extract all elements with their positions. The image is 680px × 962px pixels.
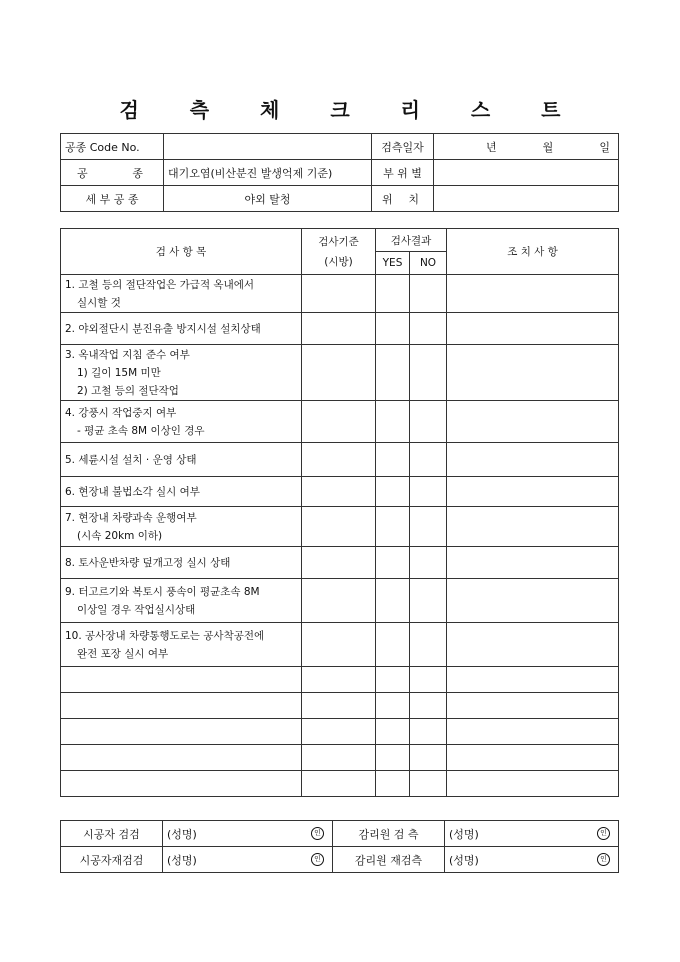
action-cell[interactable] [447,547,619,579]
no-cell[interactable] [410,275,447,313]
yes-cell[interactable] [376,693,410,719]
yes-cell[interactable] [376,507,410,547]
standard-cell[interactable] [302,547,376,579]
action-cell[interactable] [447,745,619,771]
standard-cell[interactable] [302,313,376,345]
standard-cell[interactable] [302,477,376,507]
check-item [61,275,302,313]
signature-table [60,820,619,873]
table-row [61,443,619,477]
checklist-table [60,228,619,797]
action-cell[interactable] [447,507,619,547]
action-cell[interactable] [447,477,619,507]
standard-cell[interactable] [302,693,376,719]
supervisor-inspect-label: 감리원 검 측 [333,821,445,847]
check-item-line: (시속 20km 이하) [77,529,163,542]
contractor-inspect-sign[interactable] [163,821,333,847]
table-row [61,719,619,745]
yes-cell[interactable] [376,719,410,745]
standard-cell[interactable] [302,275,376,313]
check-item-line: 4. 강풍시 작업중지 여부 [65,406,177,419]
yes-cell[interactable] [376,579,410,623]
standard-cell[interactable] [302,579,376,623]
standard-cell[interactable] [302,719,376,745]
standard-cell[interactable] [302,443,376,477]
seal-icon: 인 [597,827,610,840]
standard-cell[interactable] [302,745,376,771]
check-item-line: 10. 공사장내 차량통행도로는 공사착공전에 [65,629,265,642]
standard-cell[interactable] [302,623,376,667]
check-item [61,443,302,477]
check-item-line: 8. 토사운반차량 덮개고정 실시 상태 [65,556,231,569]
info-table [60,133,619,212]
check-item [61,547,302,579]
no-cell[interactable] [410,745,447,771]
no-cell[interactable] [410,313,447,345]
no-cell[interactable] [410,507,447,547]
check-item-line: 1. 고철 등의 절단작업은 가급적 옥내에서 [65,278,254,291]
action-cell[interactable] [447,579,619,623]
check-item [61,693,302,719]
seal-icon: 인 [311,827,324,840]
action-cell[interactable] [447,771,619,797]
check-item-line: 6. 현장내 불법소각 실시 여부 [65,485,200,498]
header-action: 조 치 사 항 [447,229,619,275]
detail-label: 세 부 공 종 [61,186,164,212]
table-row [61,313,619,345]
yes-cell[interactable] [376,477,410,507]
table-row [61,693,619,719]
yes-cell[interactable] [376,745,410,771]
date-year-label: 년 [486,140,497,154]
action-cell[interactable] [447,275,619,313]
supervisor-inspect-name: (성명) [449,827,479,841]
yes-cell[interactable] [376,623,410,667]
no-cell[interactable] [410,579,447,623]
action-cell[interactable] [447,443,619,477]
check-item-line: 2. 야외절단시 분진유출 방지시설 설치상태 [65,322,261,335]
table-row [61,507,619,547]
contractor-reinspect-name: (성명) [167,853,197,867]
yes-cell[interactable] [376,771,410,797]
inspect-date-value[interactable] [434,134,619,160]
action-cell[interactable] [447,623,619,667]
work-code-label: 공종 Code No. [61,134,164,160]
check-item [61,771,302,797]
action-cell[interactable] [447,401,619,443]
check-item [61,579,302,623]
supervisor-reinspect-name: (성명) [449,853,479,867]
no-cell[interactable] [410,623,447,667]
action-cell[interactable] [447,667,619,693]
check-item [61,345,302,401]
standard-cell[interactable] [302,401,376,443]
table-row [61,579,619,623]
check-item [61,401,302,443]
check-item [61,623,302,667]
yes-cell[interactable] [376,345,410,401]
check-item [61,745,302,771]
action-cell[interactable] [447,693,619,719]
no-cell[interactable] [410,719,447,745]
yes-cell[interactable] [376,275,410,313]
check-item-line: 완전 포장 실시 여부 [77,647,169,660]
header-no: NO [410,252,447,275]
no-cell[interactable] [410,345,447,401]
check-item-line: - 평균 초속 8M 이상인 경우 [77,424,205,437]
supervisor-inspect-sign[interactable] [445,821,619,847]
action-cell[interactable] [447,719,619,745]
action-cell[interactable] [447,345,619,401]
no-cell[interactable] [410,547,447,579]
yes-cell[interactable] [376,443,410,477]
seal-icon: 인 [597,853,610,866]
check-item-line: 이상일 경우 작업실시상태 [77,603,196,616]
no-cell[interactable] [410,693,447,719]
location-label: 위 치 [382,192,419,206]
yes-cell[interactable] [376,313,410,345]
inspect-date-label: 검측일자 [372,134,434,160]
header-standard-line2: (시방) [324,255,353,268]
check-item-line: 실시할 것 [77,296,121,309]
table-row [61,275,619,313]
check-item [61,667,302,693]
seal-icon: 인 [311,853,324,866]
work-type-value[interactable]: 대기오염(비산분진 발생억제 기준) [164,160,372,186]
no-cell[interactable] [410,771,447,797]
date-day-label: 일 [599,140,610,154]
table-row [61,401,619,443]
no-cell[interactable] [410,401,447,443]
contractor-reinspect-sign[interactable] [163,847,333,873]
header-standard-line1: 검사기준 [318,235,359,248]
check-item-line: 7. 현장내 차량과속 운행여부 [65,511,197,524]
header-standard [302,229,376,275]
work-type-label: 공 종 [77,166,143,180]
standard-cell[interactable] [302,345,376,401]
contractor-inspect-label: 시공자 검검 [61,821,163,847]
check-item-line: 1) 길이 15M 미만 [77,366,161,379]
checklist-body [61,275,619,797]
header-result: 검사결과 [376,229,447,252]
action-cell[interactable] [447,313,619,345]
no-cell[interactable] [410,667,447,693]
contractor-inspect-name: (성명) [167,827,197,841]
table-row [61,477,619,507]
check-item-line: 2) 고철 등의 절단작업 [77,384,179,397]
check-item [61,507,302,547]
yes-cell[interactable] [376,401,410,443]
page-title: 검 측 체 크 리 스 트 [119,98,583,122]
header-items: 검 사 항 목 [61,229,302,275]
part-label: 부 위 별 [372,160,434,186]
table-row [61,745,619,771]
no-cell[interactable] [410,477,447,507]
part-value[interactable] [434,160,619,186]
table-row [61,623,619,667]
supervisor-reinspect-label: 감리원 재검측 [333,847,445,873]
check-item [61,719,302,745]
table-row [61,771,619,797]
table-row [61,667,619,693]
check-item-line: 9. 터고르기와 복토시 풍속이 평균초속 8M [65,585,260,598]
detail-value[interactable]: 야외 탈청 [164,186,372,212]
contractor-reinspect-label: 시공자재검검 [61,847,163,873]
check-item-line: 3. 옥내작업 지침 준수 여부 [65,348,190,361]
table-row [61,547,619,579]
table-row [61,345,619,401]
date-month-label: 월 [542,140,554,154]
header-yes: YES [376,252,410,275]
standard-cell[interactable] [302,507,376,547]
location-value[interactable] [434,186,619,212]
check-item [61,313,302,345]
yes-cell[interactable] [376,667,410,693]
check-item [61,477,302,507]
no-cell[interactable] [410,443,447,477]
standard-cell[interactable] [302,771,376,797]
supervisor-reinspect-sign[interactable] [445,847,619,873]
yes-cell[interactable] [376,547,410,579]
work-code-value[interactable] [164,134,372,160]
standard-cell[interactable] [302,667,376,693]
check-item-line: 5. 세륜시설 설치 · 운영 상태 [65,453,197,466]
